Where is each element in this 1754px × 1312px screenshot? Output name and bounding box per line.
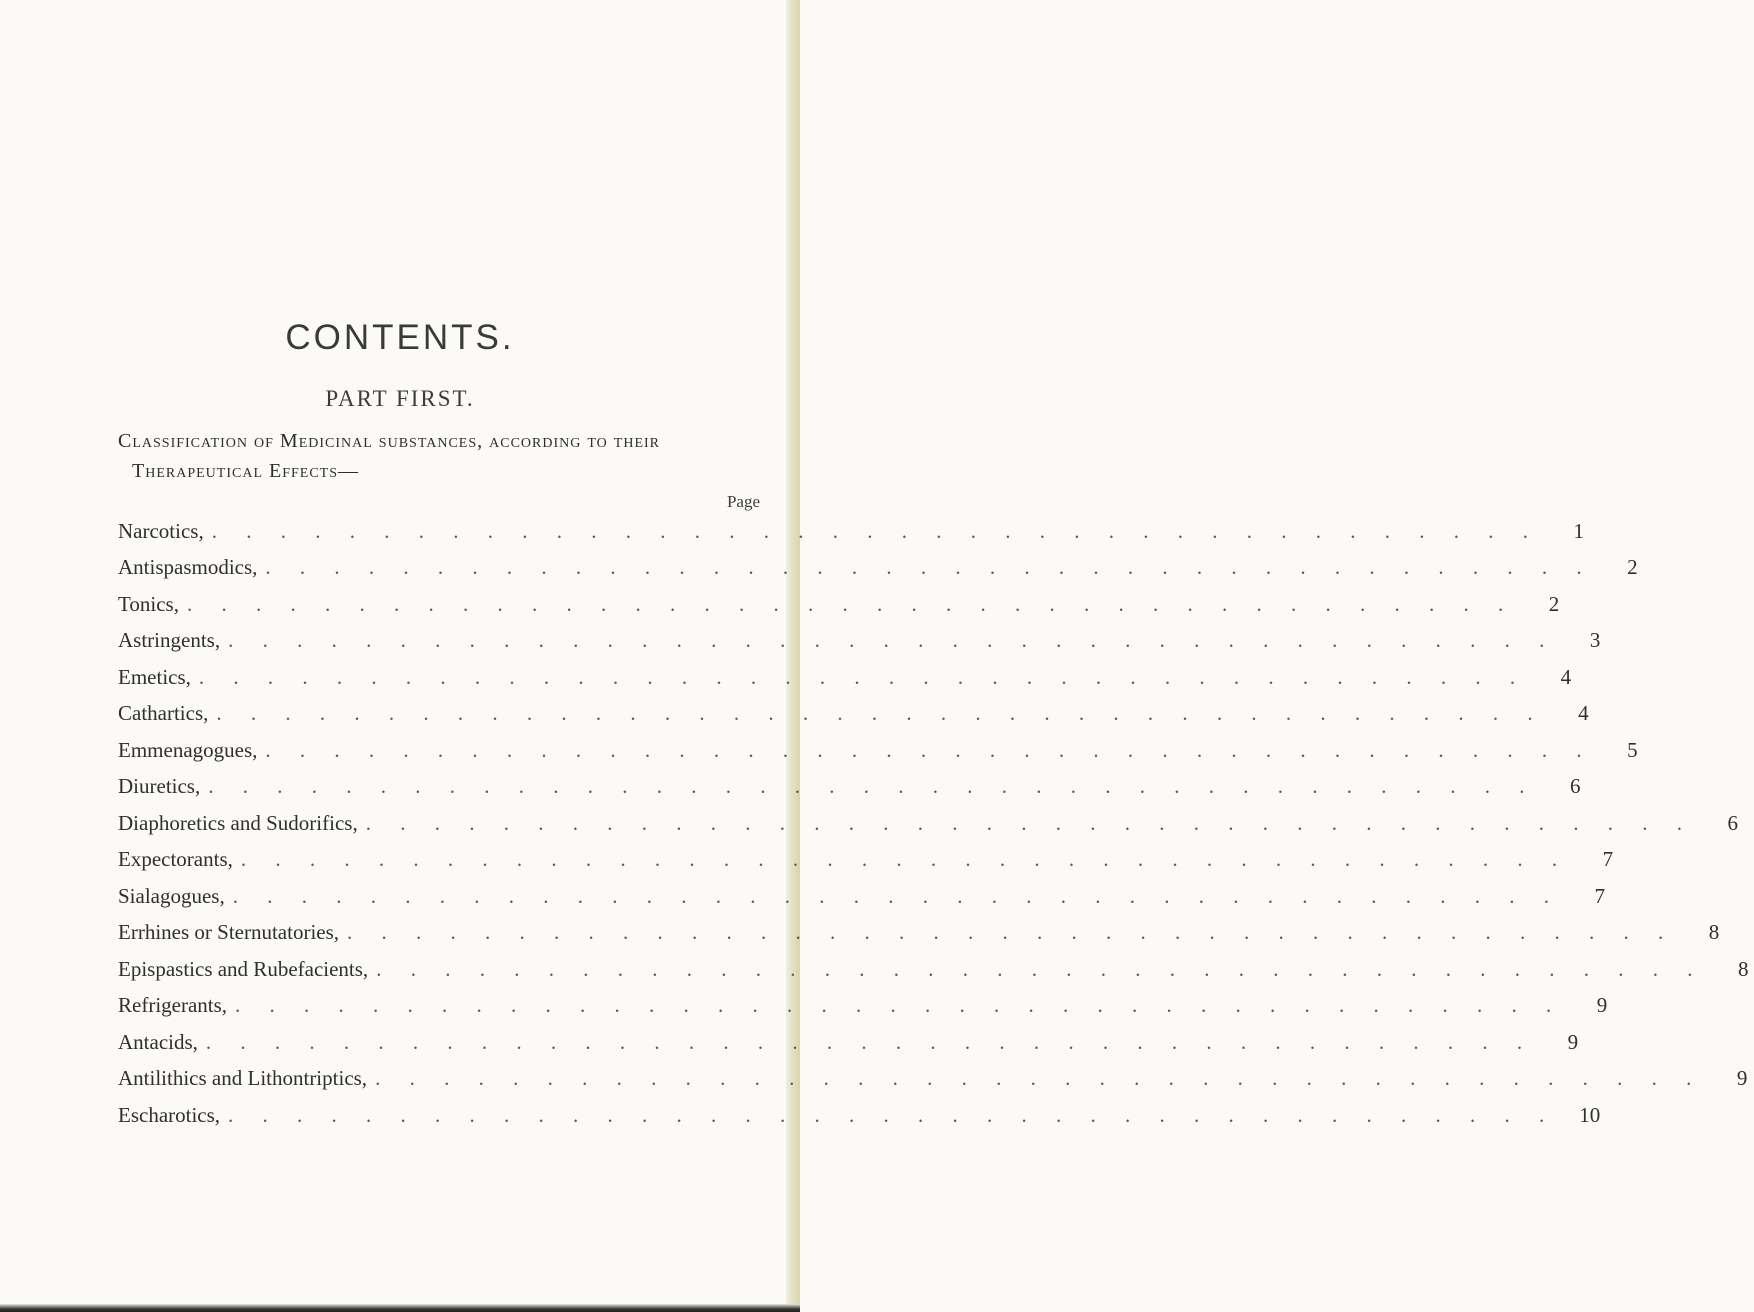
toc-entry-page: 10	[1579, 1102, 1601, 1127]
dot-leader: . . . . . . . . . . . . . . . . . . . . . . . . . . . . . . . . . . . . . . .	[186, 591, 1516, 616]
toc-entry-label: Refrigerants,	[118, 993, 228, 1018]
toc-entry-page: 4	[1560, 664, 1572, 689]
toc-entry	[118, 769, 1581, 806]
dot-leader: . . . . . . . . . . . . . . . . . . . . . . . . . . . . . . . . . . . . . . .	[375, 1066, 1704, 1091]
toc-entry-label: Expectorants,	[118, 847, 233, 872]
dot-leader: . . . . . . . . . . . . . . . . . . . . . . . . . . . . . . . . . . . . . . .	[228, 1102, 1557, 1127]
dot-leader: . . . . . . . . . . . . . . . . . . . . . . . . . . . . . . . . . . . . . . .	[205, 1029, 1535, 1054]
toc-entry-page: 9	[1596, 993, 1608, 1018]
toc-list	[118, 513, 1749, 1134]
toc-entry-page: 9	[1736, 1066, 1748, 1091]
part-heading: PART FIRST.	[325, 386, 475, 411]
toc-entry	[118, 586, 1560, 623]
toc-entry-label: Tonics,	[118, 591, 179, 616]
toc-entry-page: 2	[1627, 555, 1638, 580]
toc-entry-page: 1	[1573, 518, 1584, 543]
toc-entry	[118, 988, 1608, 1025]
toc-entry	[118, 623, 1601, 660]
toc-entry-label: Astringents,	[118, 628, 221, 653]
dot-leader: . . . . . . . . . . . . . . . . . . . . . . . . . . . . . . . . . . . . . . .	[198, 664, 1528, 689]
toc-entry-label: Antacids,	[118, 1029, 198, 1054]
dot-leader: . . . . . . . . . . . . . . . . . . . . . . . . . . . . . . . . . . . . . . .	[265, 555, 1594, 580]
toc-entry	[118, 513, 1584, 550]
toc-entry	[118, 1061, 1748, 1098]
dot-leader: . . . . . . . . . . . . . . . . . . . . . . . . . . . . . . . . . . . . . . .	[216, 701, 1545, 726]
toc-entry-label: Sialagogues,	[118, 883, 225, 908]
dot-leader: . . . . . . . . . . . . . . . . . . . . . . . . . . . . . . . . . . . . . . .	[235, 993, 1564, 1018]
dot-leader: . . . . . . . . . . . . . . . . . . . . . . . . . . . . . . . . . . . . . . .	[265, 737, 1594, 762]
toc-entry-page: 8	[1737, 956, 1749, 981]
dot-leader: . . . . . . . . . . . . . . . . . . . . . . . . . . . . . . . . . . . . . . .	[232, 883, 1561, 908]
toc-entry-label: Diaphoretics and Sudorifics,	[118, 810, 358, 835]
toc-entry-page: 8	[1708, 920, 1720, 945]
dot-leader: . . . . . . . . . . . . . . . . . . . . . . . . . . . . . . . . . . . . . . .	[240, 847, 1570, 872]
toc-entry-label: Antispasmodics,	[118, 555, 258, 580]
toc-entry-label: Epispastics and Rubefacients,	[118, 956, 369, 981]
toc-entry-label: Cathartics,	[118, 701, 209, 726]
section-heading: Classification of Medicinal substances, according to their Therapeutical Effects—	[118, 430, 660, 482]
dot-leader: . . . . . . . . . . . . . . . . . . . . . . . . . . . . . . . . . . . . . . .	[365, 810, 1694, 835]
toc-entry	[118, 915, 1720, 952]
toc-entry	[118, 659, 1572, 696]
toc-entry-page: 7	[1594, 883, 1605, 908]
toc-entry-page: 3	[1589, 628, 1601, 653]
toc-entry	[118, 805, 1738, 842]
toc-entry-page: 6	[1727, 810, 1738, 835]
toc-entry-label: Diuretics,	[118, 774, 201, 799]
toc-entry-label: Escharotics,	[118, 1102, 221, 1127]
dot-leader: . . . . . . . . . . . . . . . . . . . . . . . . . . . . . . . . . . . . . . .	[347, 920, 1676, 945]
toc-entry-label: Errhines or Sternutatories,	[118, 920, 340, 945]
toc-entry-label: Emmenagogues,	[118, 737, 258, 762]
toc-entry-page: 7	[1602, 847, 1614, 872]
toc-entry	[118, 951, 1749, 988]
toc-entry-page: 6	[1569, 774, 1581, 799]
dot-leader: . . . . . . . . . . . . . . . . . . . . . . . . . . . . . . . . . . . . . . .	[211, 518, 1540, 543]
toc-entry	[118, 696, 1589, 733]
toc-entry-page: 5	[1627, 737, 1638, 762]
toc-entry-page: 9	[1567, 1029, 1579, 1054]
toc-entry	[118, 1097, 1601, 1134]
toc-entry	[118, 550, 1638, 587]
toc-entry-page: 2	[1548, 591, 1560, 616]
toc-entry	[118, 1024, 1579, 1061]
page-bottom-edge	[0, 1304, 800, 1312]
toc-entry	[118, 878, 1605, 915]
contents-title: CONTENTS.	[285, 318, 515, 357]
toc-entry-label: Narcotics,	[118, 518, 204, 543]
dot-leader: . . . . . . . . . . . . . . . . . . . . . . . . . . . . . . . . . . . . . . .	[208, 774, 1537, 799]
toc-entry-page: 4	[1578, 701, 1589, 726]
toc-entry	[118, 842, 1614, 879]
toc-entry-label: Antilithics and Lithontriptics,	[118, 1066, 368, 1091]
toc-entry	[118, 732, 1638, 769]
page-column-label: Page	[726, 492, 760, 511]
toc-entry-label: Emetics,	[118, 664, 191, 689]
dot-leader: . . . . . . . . . . . . . . . . . . . . . . . . . . . . . . . . . . . . . . .	[228, 628, 1557, 653]
dot-leader: . . . . . . . . . . . . . . . . . . . . . . . . . . . . . . . . . . . . . . .	[376, 956, 1705, 981]
